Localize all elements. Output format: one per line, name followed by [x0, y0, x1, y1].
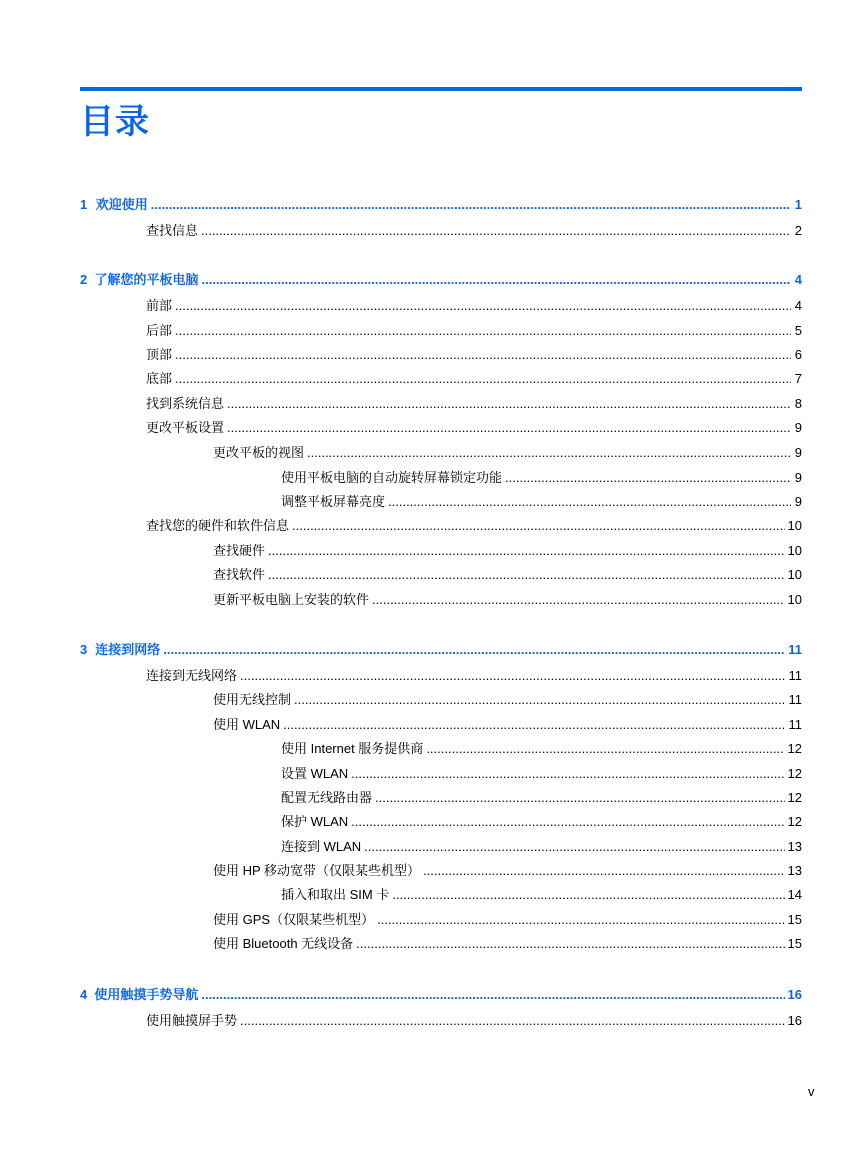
entry-title: 找到系统信息: [146, 396, 225, 411]
page-number: 6: [794, 347, 802, 362]
page-number: 8: [794, 396, 802, 411]
entry-title: 使用触摸屏手势: [146, 1013, 238, 1028]
page-number: 15: [787, 912, 802, 927]
dot-leader: [202, 272, 792, 288]
chapter-title: 欢迎使用: [95, 197, 148, 212]
dot-leader: [351, 766, 784, 782]
page-number: 9: [794, 470, 802, 485]
entry-title: 后部: [146, 323, 173, 338]
dot-leader: [175, 323, 791, 339]
entry-title: 前部: [146, 298, 173, 313]
entry-title: 使用平板电脑的自动旋转屏幕锁定功能: [281, 470, 503, 485]
page-number: 13: [787, 839, 802, 854]
page-number: 12: [787, 766, 802, 781]
toc-entry[interactable]: [213, 908, 802, 928]
toc-chapter-4[interactable]: [80, 983, 802, 1003]
page-number: 11: [788, 717, 802, 732]
page-number: 4: [794, 298, 802, 313]
entry-title: 配置无线路由器: [281, 790, 373, 805]
toc-entry[interactable]: [146, 514, 802, 534]
dot-leader: [364, 839, 784, 855]
dot-leader: [351, 814, 784, 830]
chapter-number: 4: [80, 987, 88, 1002]
toc-entry[interactable]: [146, 319, 802, 339]
dot-leader: [283, 717, 785, 733]
page-number: 11: [788, 668, 802, 683]
page-number: 1: [794, 197, 802, 212]
toc-entry[interactable]: [213, 441, 802, 461]
entry-title: 查找您的硬件和软件信息: [146, 518, 290, 533]
chapter-title: 了解您的平板电脑: [94, 272, 199, 287]
dot-leader: [240, 1013, 785, 1029]
entry-title: 连接到无线网络: [146, 668, 238, 683]
toc-entry[interactable]: [146, 416, 802, 436]
chapter-title: 使用触摸手势导航: [94, 987, 199, 1002]
dot-leader: [268, 567, 785, 583]
dot-leader: [227, 396, 791, 412]
toc-entry[interactable]: [213, 688, 802, 708]
dot-leader: [377, 912, 784, 928]
dot-leader: [227, 420, 791, 436]
dot-leader: [240, 668, 785, 684]
entry-title: 使用 Internet 服务提供商: [281, 741, 424, 756]
page-number: 11: [788, 642, 802, 657]
entry-title: 设置 WLAN: [281, 766, 349, 781]
dot-leader: [426, 741, 784, 757]
entry-title: 底部: [146, 371, 173, 386]
chapter-number: 3: [80, 642, 88, 657]
chapter-number: 1: [80, 197, 88, 212]
dot-leader: [175, 298, 791, 314]
toc-entry[interactable]: [213, 713, 802, 733]
entry-title: 插入和取出 SIM 卡: [281, 887, 390, 902]
toc-entry[interactable]: [281, 810, 802, 830]
toc-entry[interactable]: [146, 294, 802, 314]
toc-entry[interactable]: [281, 883, 802, 903]
dot-leader: [356, 936, 784, 952]
toc-entry[interactable]: [281, 835, 802, 855]
entry-title: 使用无线控制: [213, 692, 292, 707]
dot-leader: [294, 692, 785, 708]
entry-title: 使用 Bluetooth 无线设备: [213, 936, 354, 951]
dot-leader: [375, 790, 785, 806]
toc-entry[interactable]: [281, 466, 802, 486]
page-number: 10: [787, 543, 802, 558]
page-number: 10: [787, 567, 802, 582]
toc-entry[interactable]: [146, 343, 802, 363]
dot-leader: [505, 470, 791, 486]
entry-title: 使用 HP 移动宽带（仅限某些机型）: [213, 863, 421, 878]
page-number: 13: [787, 863, 802, 878]
entry-title: 更改平板设置: [146, 420, 225, 435]
chapter-title: 连接到网络: [95, 642, 161, 657]
dot-leader: [175, 371, 791, 387]
entry-title: 调整平板屏幕亮度: [281, 494, 386, 509]
dot-leader: [163, 642, 785, 658]
entry-title: 更新平板电脑上安装的软件: [213, 592, 370, 607]
dot-leader: [151, 197, 791, 213]
page-folio: v: [808, 1084, 815, 1099]
entry-title: 连接到 WLAN: [281, 839, 362, 854]
entry-title: 查找软件: [213, 567, 266, 582]
entry-title: 查找信息: [146, 223, 199, 238]
toc-entry[interactable]: [146, 1009, 802, 1029]
toc-entry[interactable]: [213, 539, 802, 559]
toc-entry[interactable]: [281, 737, 802, 757]
page-number: 15: [787, 936, 802, 951]
dot-leader: [201, 223, 791, 239]
toc-entry[interactable]: [281, 490, 802, 510]
toc-entry[interactable]: [213, 932, 802, 952]
dot-leader: [307, 445, 791, 461]
entry-title: 顶部: [146, 347, 173, 362]
toc-entry[interactable]: [146, 219, 802, 239]
page-number: 12: [787, 814, 802, 829]
page-number: 9: [794, 494, 802, 509]
page-number: 16: [787, 987, 802, 1002]
page-number: 12: [787, 790, 802, 805]
dot-leader: [388, 494, 791, 510]
page-number: 16: [787, 1013, 802, 1028]
page-title: 目录: [80, 103, 150, 141]
dot-leader: [372, 592, 785, 608]
page-number: 14: [787, 887, 802, 902]
dot-leader: [201, 987, 784, 1003]
toc-entry[interactable]: [213, 563, 802, 583]
toc-chapter-1[interactable]: [80, 193, 802, 213]
page-number: 4: [794, 272, 802, 287]
page-number: 2: [794, 223, 802, 238]
entry-title: 查找硬件: [213, 543, 266, 558]
dot-leader: [392, 887, 784, 903]
toc-entry[interactable]: [213, 859, 802, 879]
dot-leader: [175, 347, 791, 363]
toc-entry[interactable]: [146, 392, 802, 412]
chapter-number: 2: [80, 272, 88, 287]
dot-leader: [292, 518, 785, 534]
toc-chapter-2[interactable]: [80, 268, 802, 288]
toc-entry[interactable]: [213, 588, 802, 608]
page-number: 9: [794, 445, 802, 460]
page-number: 5: [794, 323, 802, 338]
entry-title: 更改平板的视图: [213, 445, 305, 460]
toc-entry[interactable]: [146, 664, 802, 684]
page-number: 11: [788, 692, 802, 707]
entry-title: 保护 WLAN: [281, 814, 349, 829]
page-number: 10: [787, 518, 802, 533]
page-number: 10: [787, 592, 802, 607]
toc-entry[interactable]: [146, 367, 802, 387]
dot-leader: [423, 863, 784, 879]
toc-chapter-3[interactable]: [80, 638, 802, 658]
entry-title: 使用 WLAN: [213, 717, 281, 732]
page-number: 7: [794, 371, 802, 386]
entry-title: 使用 GPS（仅限某些机型）: [213, 912, 375, 927]
dot-leader: [268, 543, 785, 559]
page-number: 9: [794, 420, 802, 435]
toc-entry[interactable]: [281, 786, 802, 806]
toc-entry[interactable]: [281, 762, 802, 782]
page-number: 12: [787, 741, 802, 756]
